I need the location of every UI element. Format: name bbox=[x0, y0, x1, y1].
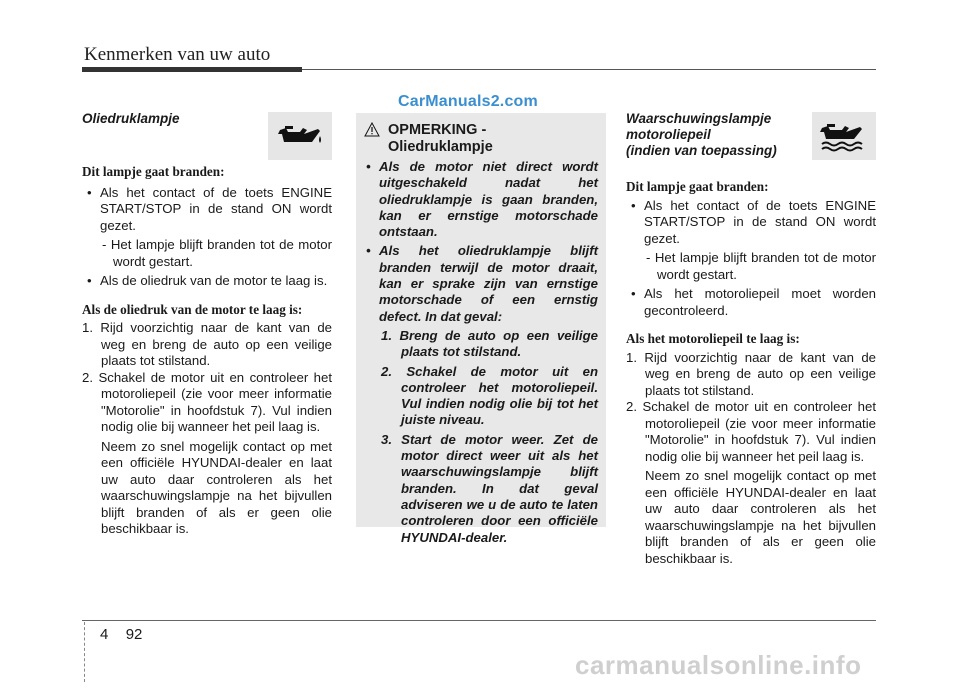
page-number bbox=[100, 626, 142, 643]
warning-triangle-icon bbox=[364, 122, 380, 137]
right-title-line1: Waarschuwingslampje bbox=[626, 111, 772, 126]
right-step-2b: Neem zo snel mogelijk contact op met een officiële HYUNDAI-dealer en laat uw auto daar controleren als het waarschuwingslampje na het bijvullen blijft branden of als er geen olie beschikbaar is. bbox=[645, 468, 876, 566]
note-bullet-2: • Als het oliedruklampje blijft branden terwijl de motor draait, kan er sprake zijn van ernstige motorschade of een ernstig defect. In dat geval: bbox=[366, 243, 598, 324]
right-bullet-2: • Als het motoroliepeil moet worden gecontroleerd. bbox=[626, 286, 876, 319]
left-step-1: 1. Rijd voorzichtig naar de kant van de weg en breng de auto op een veilige plaats tot stilstand. bbox=[82, 320, 332, 368]
note-step-2: 2. Schakel de motor uit en controleer het motoroliepeil. Vul indien nodig olie bij tot het juiste niveau. bbox=[381, 363, 598, 428]
page-number-value: 92 bbox=[125, 626, 143, 643]
right-step-1: 1. Rijd voorzichtig naar de kant van de weg en breng de auto op een veilige plaats tot stilstand. bbox=[626, 349, 876, 398]
footer-rule bbox=[82, 620, 876, 621]
right-title-line2: motoroliepeil bbox=[626, 127, 711, 142]
note-title-line1: OPMERKING - bbox=[388, 122, 487, 138]
watermark-bottom[interactable]: carmanualsonline.info bbox=[575, 650, 862, 680]
left-low-heading: Als de oliedruk van de motor te laag is: bbox=[82, 301, 303, 317]
chapter-number: 4 bbox=[100, 626, 109, 643]
left-bullet-2: • Als de oliedruk van de motor te laag is. bbox=[82, 273, 332, 290]
left-intro-heading: Dit lampje gaat branden: bbox=[82, 164, 225, 179]
header-bar bbox=[82, 67, 302, 72]
left-step-2b: Neem zo snel mogelijk contact op met een officiële HYUNDAI-dealer en laat uw auto daar controleren als het waarschuwingslampje na het bijvullen blijft branden of als er geen olie beschikbaar is. bbox=[101, 438, 332, 536]
left-bullet-1: • Als het contact of de toets ENGINE START/STOP in de stand ON wordt gezet. bbox=[82, 185, 332, 235]
oil-can-icon bbox=[268, 112, 332, 160]
right-low-heading: Als het motoroliepeil te laag is: bbox=[626, 331, 800, 346]
right-column bbox=[626, 111, 876, 567]
header-rule bbox=[302, 69, 876, 70]
right-title-line3: (indien van toepassing) bbox=[626, 143, 777, 158]
right-bullet-1: • Als het contact of de toets ENGINE START/STOP in de stand ON wordt gezet. bbox=[626, 198, 876, 248]
page-header-title: Kenmerken van uw auto bbox=[84, 44, 271, 65]
note-bullet-1: • Als de motor niet direct wordt uitgeschakeld nadat het oliedruklampje is gaan branden, kan er ernstige motorschade ontstaan. bbox=[366, 159, 598, 240]
watermark-top[interactable]: CarManuals2.com bbox=[398, 93, 538, 110]
left-step-2: 2. Schakel de motor uit en controleer het motoroliepeil (zie voor meer informatie "Motorolie" in hoofdstuk 7). Vul indien nodig olie bij wanneer het peil laag is. bbox=[82, 369, 332, 434]
note-step-3: 3. Start de motor weer. Zet de motor direct weer uit als het waarschuwingslampje blijft branden. In dat geval adviseren we u de auto te laten controleren door een officiële HYUNDAI-dealer. bbox=[381, 431, 598, 545]
right-intro-heading: Dit lampje gaat branden: bbox=[626, 179, 769, 194]
right-step-2: 2. Schakel de motor uit en controleer het motoroliepeil (zie voor meer informatie "Motorolie" in hoofdstuk 7). Vul indien nodig olie bij wanneer het peil laag is. bbox=[626, 399, 876, 464]
note-step-1: 1. Breng de auto op een veilige plaats tot stilstand. bbox=[381, 327, 598, 360]
footer-separator bbox=[84, 622, 85, 682]
right-sub-1: - Het lampje blijft branden tot de motor wordt gestart. bbox=[646, 250, 876, 282]
note-title-line2: Oliedruklampje bbox=[388, 139, 493, 155]
left-sub-1: - Het lampje blijft branden tot de motor wordt gestart. bbox=[102, 237, 332, 269]
note-body bbox=[366, 159, 598, 546]
oil-level-icon bbox=[812, 112, 876, 160]
left-section-title: Oliedruklampje bbox=[82, 111, 180, 126]
note-box bbox=[356, 113, 606, 545]
left-column bbox=[82, 111, 332, 538]
note-title bbox=[388, 122, 493, 156]
